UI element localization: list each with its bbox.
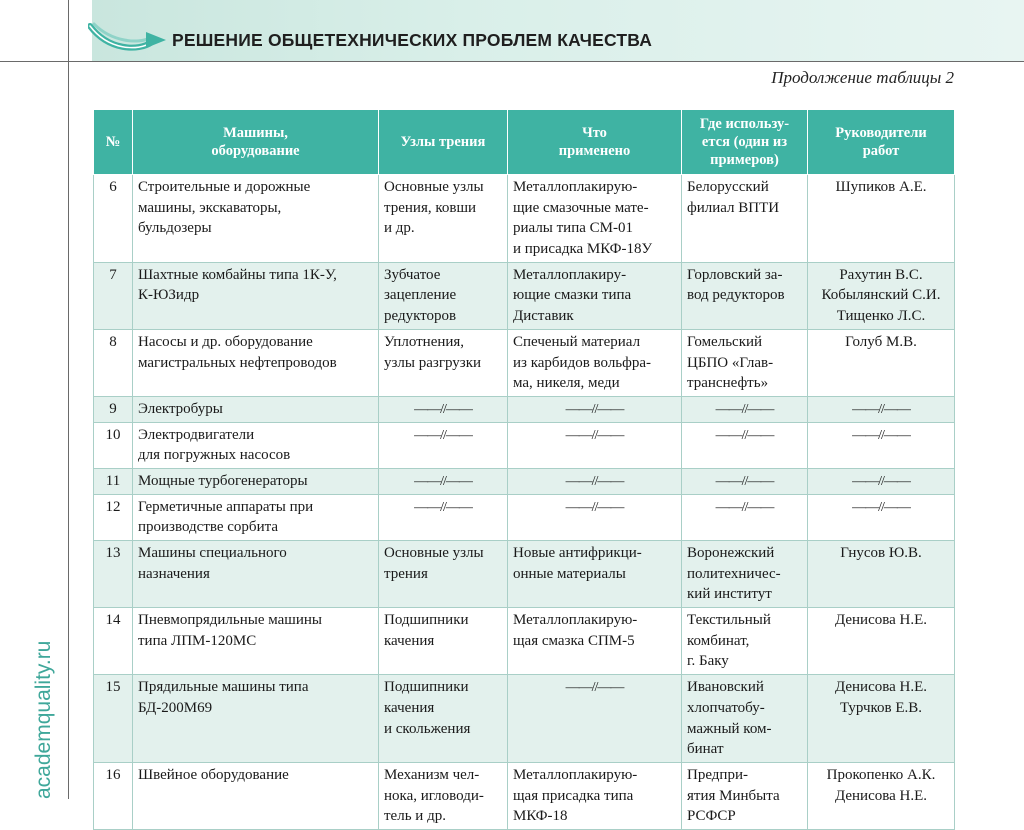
ditto-mark: ——//—— bbox=[715, 499, 774, 515]
cell-where-used: Гомельский ЦБПО «Глав- транснефть» bbox=[682, 329, 808, 396]
ditto-mark: ——//—— bbox=[414, 473, 472, 489]
header-rule bbox=[0, 61, 1024, 62]
cell-leaders bbox=[808, 494, 955, 540]
cell-leaders bbox=[808, 468, 955, 494]
cell-machine: Насосы и др. оборудование магистральных нефтепроводов bbox=[133, 329, 379, 396]
ditto-mark: ——//—— bbox=[565, 401, 624, 417]
ditto-mark: ——//—— bbox=[414, 499, 472, 515]
section-title: РЕШЕНИЕ ОБЩЕТЕХНИЧЕСКИХ ПРОБЛЕМ КАЧЕСТВА bbox=[172, 30, 653, 50]
cell-number: 16 bbox=[94, 762, 133, 829]
table-row bbox=[94, 494, 955, 540]
cell-leaders: Шупиков А.Е. bbox=[808, 175, 955, 263]
cell-applied bbox=[508, 675, 682, 763]
cell-leaders: Денисова Н.Е. bbox=[808, 608, 955, 675]
ditto-mark: ——//—— bbox=[414, 427, 472, 443]
column-header-friction-nodes: Узлы трения bbox=[379, 110, 508, 175]
arrow-logo-icon bbox=[88, 14, 168, 58]
column-header-number: № bbox=[94, 110, 133, 175]
column-header-applied: Что применено bbox=[508, 110, 682, 175]
cell-where-used bbox=[682, 494, 808, 540]
cell-friction-nodes bbox=[379, 396, 508, 422]
cell-where-used: Предпри- ятия Минбыта РСФСР bbox=[682, 762, 808, 829]
cell-friction-nodes: Уплотнения, узлы разгрузки bbox=[379, 329, 508, 396]
cell-machine: Мощные турбогенераторы bbox=[133, 468, 379, 494]
cell-machine: Прядильные машины типа БД-200М69 bbox=[133, 675, 379, 763]
column-header-leaders: Руководители работ bbox=[808, 110, 955, 175]
ditto-mark: ——//—— bbox=[852, 473, 910, 489]
cell-applied: Новые антифрикци- онные материалы bbox=[508, 541, 682, 608]
cell-applied: Металлоплакирую- щая смазка СПМ-5 bbox=[508, 608, 682, 675]
cell-leaders: Голуб М.В. bbox=[808, 329, 955, 396]
table-row bbox=[94, 175, 955, 263]
cell-machine: Строительные и дорожные машины, экскаваторы, бульдозеры bbox=[133, 175, 379, 263]
ditto-mark: ——//—— bbox=[565, 427, 624, 443]
cell-friction-nodes: Механизм чел- нока, игловоди- тель и др. bbox=[379, 762, 508, 829]
cell-applied bbox=[508, 468, 682, 494]
table-continuation-caption: Продолжение таблицы 2 bbox=[771, 68, 954, 87]
cell-machine: Пневмопрядильные машины типа ЛПМ-120МС bbox=[133, 608, 379, 675]
cell-machine: Швейное оборудование bbox=[133, 762, 379, 829]
table-row bbox=[94, 468, 955, 494]
table-row bbox=[94, 608, 955, 675]
cell-where-used bbox=[682, 468, 808, 494]
ditto-mark: ——//—— bbox=[565, 680, 624, 696]
cell-number: 7 bbox=[94, 262, 133, 329]
ditto-mark: ——//—— bbox=[852, 427, 910, 443]
ditto-mark: ——//—— bbox=[715, 473, 774, 489]
column-header-machines: Машины, оборудование bbox=[133, 110, 379, 175]
cell-applied: Металлоплакирую- щая присадка типа МКФ-18 bbox=[508, 762, 682, 829]
cell-leaders: Гнусов Ю.В. bbox=[808, 541, 955, 608]
table-row bbox=[94, 762, 955, 829]
cell-applied bbox=[508, 494, 682, 540]
column-header-where-used: Где использу- ется (один из примеров) bbox=[682, 110, 808, 175]
cell-where-used: Ивановский хлопчатобу- мажный ком- бинат bbox=[682, 675, 808, 763]
cell-where-used: Горловский за- вод редукторов bbox=[682, 262, 808, 329]
cell-friction-nodes: Основные узлы трения bbox=[379, 541, 508, 608]
table-row bbox=[94, 329, 955, 396]
cell-number: 11 bbox=[94, 468, 133, 494]
cell-machine: Электробуры bbox=[133, 396, 379, 422]
cell-friction-nodes: Зубчатое зацепление редукторов bbox=[379, 262, 508, 329]
cell-number: 8 bbox=[94, 329, 133, 396]
cell-machine: Электродвигатели для погружных насосов bbox=[133, 422, 379, 468]
cell-number: 12 bbox=[94, 494, 133, 540]
cell-where-used: Белорусский филиал ВПТИ bbox=[682, 175, 808, 263]
cell-leaders bbox=[808, 422, 955, 468]
cell-applied bbox=[508, 396, 682, 422]
cell-number: 9 bbox=[94, 396, 133, 422]
cell-where-used: Воронежский политехничес- кий институт bbox=[682, 541, 808, 608]
cell-number: 6 bbox=[94, 175, 133, 263]
ditto-mark: ——//—— bbox=[565, 473, 624, 489]
ditto-mark: ——//—— bbox=[715, 427, 774, 443]
table-row bbox=[94, 422, 955, 468]
cell-friction-nodes: Подшипники качения bbox=[379, 608, 508, 675]
table-row bbox=[94, 541, 955, 608]
side-website-url: academquality.ru bbox=[32, 640, 55, 799]
cell-applied: Металлоплакирую- щие смазочные мате- риалы типа СМ-01 и присадка МКФ-18У bbox=[508, 175, 682, 263]
ditto-mark: ——//—— bbox=[715, 401, 774, 417]
cell-leaders: Денисова Н.Е. Турчков Е.В. bbox=[808, 675, 955, 763]
margin-vertical-rule bbox=[68, 0, 69, 799]
cell-number: 10 bbox=[94, 422, 133, 468]
ditto-mark: ——//—— bbox=[414, 401, 472, 417]
table-row bbox=[94, 675, 955, 763]
cell-number: 15 bbox=[94, 675, 133, 763]
ditto-mark: ——//—— bbox=[565, 499, 624, 515]
cell-where-used bbox=[682, 422, 808, 468]
ditto-mark: ——//—— bbox=[852, 499, 910, 515]
ditto-mark: ——//—— bbox=[852, 401, 910, 417]
cell-friction-nodes: Основные узлы трения, ковши и др. bbox=[379, 175, 508, 263]
cell-machine: Герметичные аппараты при производстве сорбита bbox=[133, 494, 379, 540]
data-table bbox=[93, 109, 955, 830]
cell-number: 13 bbox=[94, 541, 133, 608]
cell-applied: Спеченый материал из карбидов вольфра- ма, никеля, меди bbox=[508, 329, 682, 396]
cell-friction-nodes bbox=[379, 422, 508, 468]
cell-machine: Шахтные комбайны типа 1К-У, К-ЮЗидр bbox=[133, 262, 379, 329]
cell-friction-nodes bbox=[379, 468, 508, 494]
cell-leaders: Прокопенко А.К. Денисова Н.Е. bbox=[808, 762, 955, 829]
cell-friction-nodes bbox=[379, 494, 508, 540]
cell-friction-nodes: Подшипники качения и скольжения bbox=[379, 675, 508, 763]
table-row bbox=[94, 396, 955, 422]
cell-applied: Металлоплакиру- ющие смазки типа Диставик bbox=[508, 262, 682, 329]
table-row bbox=[94, 262, 955, 329]
cell-where-used: Текстильный комбинат, г. Баку bbox=[682, 608, 808, 675]
table-header-row bbox=[94, 110, 955, 175]
cell-leaders bbox=[808, 396, 955, 422]
cell-number: 14 bbox=[94, 608, 133, 675]
cell-applied bbox=[508, 422, 682, 468]
cell-machine: Машины специального назначения bbox=[133, 541, 379, 608]
cell-where-used bbox=[682, 396, 808, 422]
cell-leaders: Рахутин В.С. Кобылянский С.И. Тищенко Л.С. bbox=[808, 262, 955, 329]
